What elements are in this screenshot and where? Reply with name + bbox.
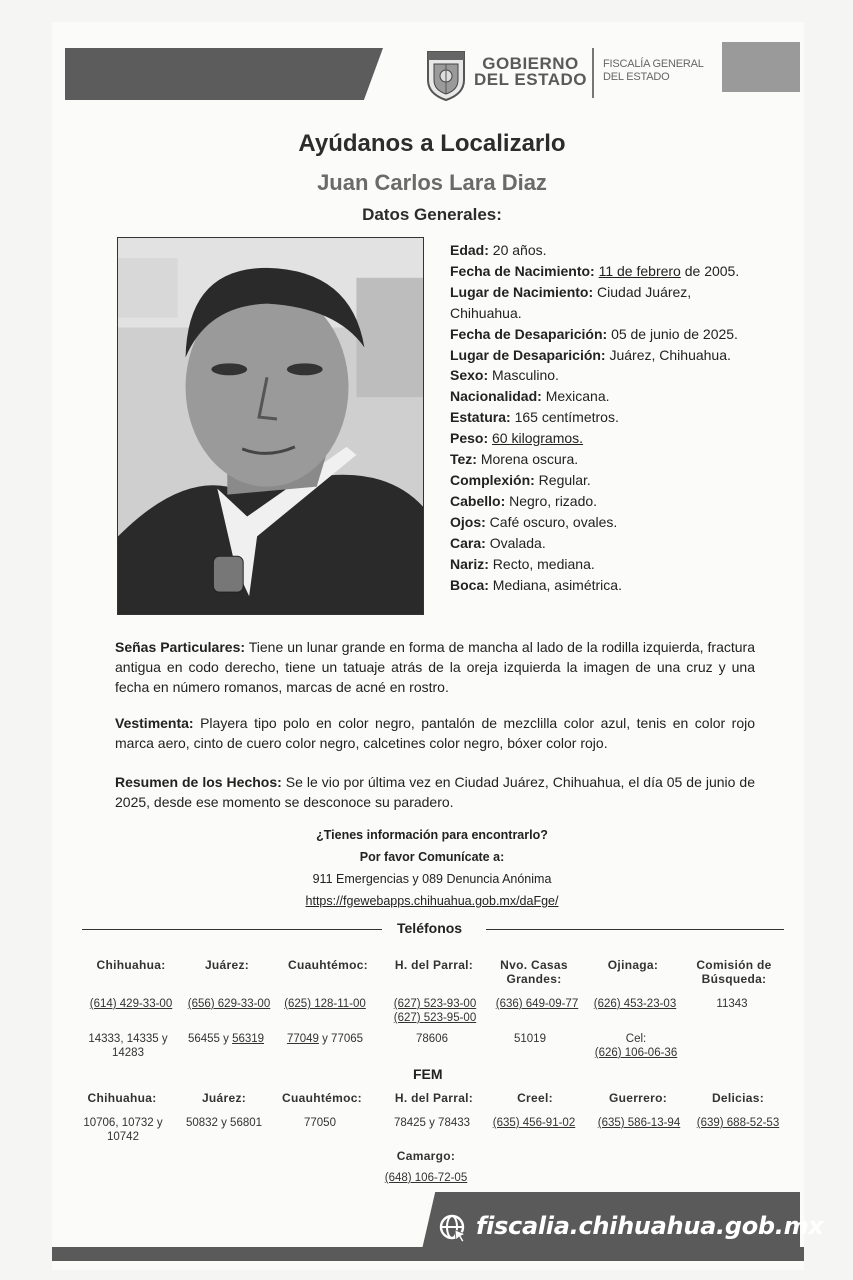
cel-ojinaga[interactable]: (626) 106-06-36 (594, 1047, 678, 1059)
header-band-left (65, 48, 383, 100)
fem-cuauhtemoc: 77050 (304, 1117, 336, 1129)
fem-header-parral: H. del Parral: (394, 1091, 474, 1105)
contact-please: Por favor Comunícate a: (359, 850, 505, 864)
tel-parral-2[interactable]: (627) 523-95-00 (393, 1012, 477, 1024)
detail-lugar-desaparicion: Lugar de Desaparición: Juárez, Chihuahua. (450, 346, 731, 363)
header-divider (592, 48, 594, 98)
fem-title: FEM (413, 1066, 443, 1082)
senas-particulares: Señas Particulares: Tiene un lunar grande en forma de mancha al lado de la rodilla izquierda, fractura antigua en codo derecho, tiene un tatuaje atrás de la oreja izquierda la imagen de una cruz y una fecha en número romanos, marcas de acné en rostro. (115, 639, 755, 695)
fem-header-creel: Creel: (517, 1091, 553, 1105)
cel-ojinaga-label: Cel: (625, 1033, 647, 1045)
detail-nariz: Nariz: Recto, mediana. (450, 555, 595, 572)
header-band-right (722, 42, 800, 92)
contact-question: ¿Tienes información para encontrarlo? (316, 828, 548, 842)
fem-chihuahua: 10706, 10732 y 10742 (83, 1117, 163, 1143)
fem-header-cuauhtemoc: Cuauhtémoc: (282, 1091, 362, 1105)
fem-header-delicias: Delicias: (711, 1091, 765, 1105)
tel-juarez[interactable]: (656) 629-33-00 (187, 998, 271, 1010)
page-title: Ayúdanos a Localizarlo (298, 130, 566, 157)
footer-website-link[interactable]: fiscalia.chihuahua.gob.mx (476, 1212, 824, 1240)
detail-edad: Edad: 20 años. (450, 242, 547, 258)
state-seal-icon (424, 46, 468, 102)
detail-estatura: Estatura: 165 centímetros. (450, 409, 619, 426)
ext-ncg: 51019 (514, 1033, 546, 1045)
tel-parral-1[interactable]: (627) 523-93-00 (393, 998, 477, 1010)
detail-cabello: Cabello: Negro, rizado. (450, 492, 598, 509)
tel-header-ncg: Nvo. Casas Grandes: (500, 958, 568, 986)
fiscalia-logo-text: FISCALÍA GENERAL DEL ESTADO (603, 58, 704, 83)
fem-header-juarez: Juárez: (201, 1091, 247, 1105)
detail-tez: Tez: Morena oscura. (450, 451, 579, 468)
fem-camargo[interactable]: (648) 106-72-05 (384, 1172, 468, 1184)
detail-nacionalidad: Nacionalidad: Mexicana. (450, 388, 610, 405)
telefonos-title: Teléfonos (397, 920, 463, 936)
tel-cuauhtemoc[interactable]: (625) 128-11-00 (284, 998, 366, 1010)
detail-cara: Cara: Ovalada. (450, 534, 546, 551)
tel-header-chihuahua: Chihuahua: (96, 958, 166, 972)
vestimenta: Vestimenta: Playera tipo polo en color negro, pantalón de mezclilla color azul, tenis en color rojo marca aero, cinto de cuero color negro, calcetines color negro, bóxer color rojo. (115, 715, 755, 751)
fem-header-camargo: Camargo: (396, 1149, 456, 1163)
tel-comision: 11343 (716, 998, 748, 1010)
detail-lugar-nacimiento: Lugar de Nacimiento: Ciudad Juárez, Chihuahua. (450, 283, 692, 321)
detail-fecha-desaparicion: Fecha de Desaparición: 05 de junio de 2025. (450, 325, 738, 342)
tel-header-ojinaga: Ojinaga: (607, 958, 659, 972)
ext-chihuahua: 14333, 14335 y 14283 (88, 1033, 168, 1059)
detail-fecha-nacimiento: Fecha de Nacimiento: 11 de febrero de 2005. (450, 262, 740, 279)
web-globe-icon (438, 1213, 468, 1243)
telefonos-rule-left (82, 929, 382, 930)
detail-complexion: Complexión: Regular. (450, 471, 591, 488)
detail-ojos: Ojos: Café oscuro, ovales. (450, 513, 618, 530)
fem-juarez: 50832 y 56801 (185, 1117, 263, 1129)
fem-header-chihuahua: Chihuahua: (87, 1091, 157, 1105)
contact-emergency: 911 Emergencias y 089 Denuncia Anónima (312, 872, 552, 886)
fem-creel[interactable]: (635) 456-91-02 (492, 1117, 576, 1129)
tel-ncg[interactable]: (636) 649-09-77 (495, 998, 579, 1010)
tel-chihuahua[interactable]: (614) 429-33-00 (89, 998, 173, 1010)
fem-parral: 78425 y 78433 (393, 1117, 471, 1129)
person-photo (117, 237, 424, 615)
fem-guerrero[interactable]: (635) 586-13-94 (597, 1117, 681, 1129)
ext-parral: 78606 (416, 1033, 448, 1045)
contact-url-link[interactable]: https://fgewebapps.chihuahua.gob.mx/daFge/ (305, 894, 559, 908)
fem-header-guerrero: Guerrero: (608, 1091, 668, 1105)
tel-header-parral: H. del Parral: (394, 958, 474, 972)
tel-header-comision: Comisión de Búsqueda: (696, 958, 772, 986)
person-name: Juan Carlos Lara Diaz (317, 170, 547, 195)
detail-sexo: Sexo: Masculino. (450, 367, 559, 384)
telefonos-rule-right (486, 929, 784, 930)
tel-header-juarez: Juárez: (204, 958, 250, 972)
detail-boca: Boca: Mediana, asimétrica. (450, 576, 622, 593)
gobierno-logo-text: GOBIERNO DEL ESTADO (474, 54, 587, 89)
tel-header-cuauhtemoc: Cuauhtémoc: (288, 958, 368, 972)
ext-juarez: 56455 y 56319 (187, 1033, 265, 1045)
tel-ojinaga[interactable]: (626) 453-23-03 (593, 998, 677, 1010)
section-general-title: Datos Generales: (362, 205, 502, 224)
resumen-hechos: Resumen de los Hechos: Se le vio por última vez en Ciudad Juárez, Chihuahua, el día 05 de junio de 2025, desde ese momento se desconoce su paradero. (115, 774, 755, 810)
detail-peso: Peso: 60 kilogramos. (450, 430, 584, 447)
fem-delicias[interactable]: (639) 688-52-53 (696, 1117, 780, 1129)
ext-cuauhtemoc: 77049 y 77065 (286, 1033, 364, 1045)
general-details (450, 240, 750, 595)
